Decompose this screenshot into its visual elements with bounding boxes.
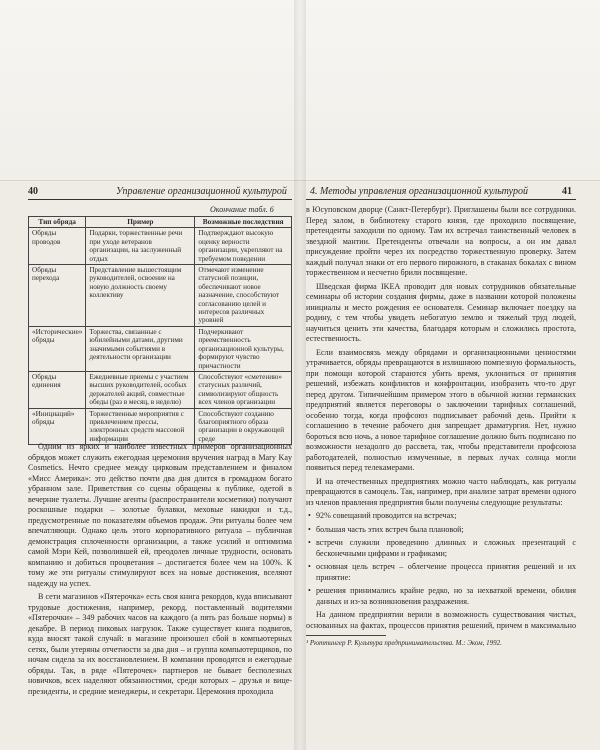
footnote-rule — [306, 635, 386, 636]
body-paragraph: В сети магазинов «Пятерочка» есть своя книга рекордов, куда вписывают трудовые достижения, например, рекорд, поставленный водителями «Пятерочки» – 349 рабочих часов на каждого (а пять раз больше нормы) в декабре. В период пиковых нагрузок. Также существует книга подвигов, куда вносят такой случай: в магазине произошел сбой в компьютерных сетях, были утеряны отчетности за два дня – и группа компьютерщиков, по ночам сидела за их восстановлением. В компании проводятся и ежегодные обряды. Так, в ряде «Пятерочек» партнеров не бывает бесполезных новичков, всех наделяют обязанностями, среди которых – друзья и вице-президенты, и средние менеджеры, и секретари. Церемония проходила — [28, 592, 292, 696]
table-cell: Отмечают изменение статусной позиции, обеспечивают новое назначение, способствуют согласованию целей и интересов различных уровней — [195, 265, 292, 327]
table-cell: «Инициаций» обряды — [29, 408, 86, 445]
table-row — [29, 408, 292, 445]
table-cell: Представление вышестоящим руководителей, освоение на новую должность своему коллективу — [86, 265, 195, 327]
left-body-text — [28, 442, 292, 742]
list-item: • основная цель встреч – облегчение процесса принятия решений и их принятие: — [306, 562, 576, 583]
body-paragraph: Одним из ярких и наиболее известных примеров организационных обрядов может служить ежегодная церемония вручения наград в Mary Kay Cosmetics. Нечто среднее между цирковым представлением и финалом «Мисс Америка»: это действо почти два дня длится в громадном богато убранном зале. Приветствия со сцены обращены к публике, одетой в вечерние туалеты. Лучшие агенты (распространители косметики) получают роскошные подарки – золотые булавки, меховые накидки и т.д., предусмотренные по показателям объемов продаж. Эти ритуалы более чем впечатляющи. Однако цель этого корпоративного ритуала – публичная демонстрация сплоченности организации, а также усилий и оптимизма самой Мэри Кей, позволившей ей, преодолев личные трудности, основать компанию и добиться процветания – достигается более чем на 100%. К тому же эти ритуалы стимулируют всех на новые достижения, вселяют надежду на успех. — [28, 442, 292, 588]
table-cell: Торжества, связанные с юбилейными датами, другими значимыми событиями в деятельности организации — [86, 326, 195, 371]
table-row — [29, 265, 292, 327]
table-row — [29, 228, 292, 265]
body-paragraph: Шведская фирма IKEA проводит для новых сотрудников обязательные семинары об истории создания фирмы, даже в названии которой положены инициалы и место рождения ее основателя. Семинар включает поездку на родину, с тем чтобы увидеть небогатую землю и тяжелый труд людей, научиться ценить эти качества, благодаря которым и сложились простота, естественность. — [306, 281, 576, 343]
table-header-cell: Возможные последствия — [195, 217, 292, 228]
list-item: • решения принимались крайне редко, но за нехваткой времени, обилия данных и из-за возникновения раздражения. — [306, 586, 576, 607]
right-body-text — [306, 205, 576, 630]
book-gutter — [294, 0, 306, 750]
table-header-cell: Пример — [86, 217, 195, 228]
table-cell: Обряды единения — [29, 371, 86, 408]
table-cell: Подчеркивают преемственность организационной культуры, формируют чувство причастности — [195, 326, 292, 371]
left-page-number: 40 — [28, 186, 38, 197]
body-paragraph: И на отечественных предприятиях можно часто наблюдать, как ритуалы превращаются в самоцель. Так, например, при анализе затрат времени одного из членов правления предприятия были получены следующие результаты: — [306, 476, 576, 507]
body-paragraph: Если взаимосвязь между обрядами и организационными ценностями утрачивается, обряды превращаются в излишнюю помпезную формальность, при помощи которой стараются убить время, уклониться от принятия решений, избежать конфликтов и конфронтации, изобразить что-то друг перед другом. Типичнейшим примером этого в обычной жизни германских предприятий является переговоры о заключении тарифных соглашений, особенно тогда, когда профсоюз подписывает рабочий день. Прийти к соглашению в течение рабочего дня запрещает драматургия. Нет, нужно бороться всю ночь, а новое тарифное соглашение должно быть подписано по возможности незадолго до рассвета, так, чтобы представители профсоюза работодателей, полностью измученные, в первых лучах солнца могли появиться перед телекамерами. — [306, 347, 576, 472]
right-running-head: 4. Методы управления организационной культурой — [310, 186, 528, 197]
table-cell: Обряды проводов — [29, 228, 86, 265]
table-header-cell: Тип обряда — [29, 217, 86, 228]
table-caption: Окончание табл. 6 — [210, 205, 274, 214]
left-running-head: Управление организационной культурой — [116, 186, 287, 197]
table-cell: Ежедневные приемы с участием высших руководителей, особых держателей акций, совместные обеды (раз в месяц, в неделю) — [86, 371, 195, 408]
body-paragraph: в Юсуповском дворце (Санкт-Петербург). Приглашены были все сотрудники. Перед залом, в библиотеку старого князя, где проходило посвящение, претенденты заходили по одному. Там их встречал таинственный человек в звездной мантии. Претенденты отвечали на вопросы, а он им давал присуждение пройти через их посредство торжественную проверку. Затем каждый получал знаки от его первого пирожного, в стаканах бокалах с вином торжественном и несчетно брили посвящение. — [306, 205, 576, 277]
left-header-rule — [28, 199, 292, 200]
table-cell: Подарки, торжественные речи при уходе ветеранов организации, на заслуженный отдых — [86, 228, 195, 265]
table-cell: Торжественные мероприятия с привлечением прессы, электронных средств массовой информации — [86, 408, 195, 445]
list-item: • большая часть этих встреч была плановой; — [306, 525, 576, 536]
table-header-row — [29, 217, 292, 228]
right-page-number: 41 — [562, 186, 572, 197]
table-cell: Подтверждают высокую оценку верности организации, укрепляют на требуемом поведении — [195, 228, 292, 265]
table-cell: «Исторические» обряды — [29, 326, 86, 371]
table-cell: Способствуют созданию благоприятного образа организации в окружающей среде — [195, 408, 292, 445]
list-item: • встречи служили проведению длинных и сложных презентаций с бесконечными цифрами и графиками; — [306, 538, 576, 559]
body-paragraph: На данном предприятии верили в возможность существования чистых, основанных на фактах, процессов принятия решений, причем в максимально — [306, 610, 576, 630]
right-header-rule — [306, 199, 576, 200]
table-cell: Способствуют «сметению» статусных различий, символизируют общность всех членов организации — [195, 371, 292, 408]
table-cell: Обряды перехода — [29, 265, 86, 327]
list-item: • 92% совещаний проводится на встречах; — [306, 511, 576, 522]
footnote: ¹ Рюттингер Р. Культура предпринимательства. М.: Эком, 1992. — [306, 639, 502, 647]
table-row — [29, 371, 292, 408]
table-row — [29, 326, 292, 371]
rituals-table — [28, 216, 292, 445]
